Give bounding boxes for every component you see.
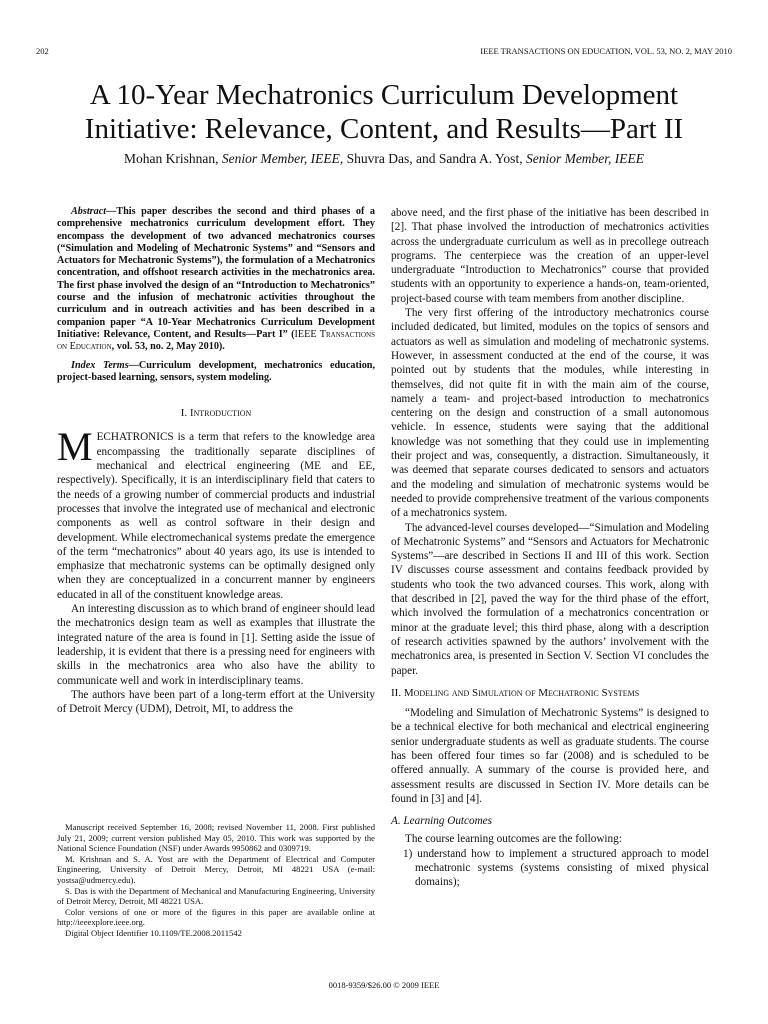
footnote-color: Color versions of one or more of the figures in this paper are available online at http://ieeexplore.ieee.org.: [57, 906, 375, 928]
index-terms: [57, 360, 375, 385]
copyright-footer: 0018-9359/$26.00 © 2009 IEEE: [328, 980, 440, 990]
drop-cap: M: [57, 424, 93, 470]
index-terms-text: Curriculum development, mechatronics education, project-based learning, sensors, system modeling.: [57, 359, 375, 383]
left-column: [57, 206, 375, 716]
title-line-2: Initiative: Relevance, Content, and Results—Part II: [84, 113, 684, 145]
footnotes: [57, 822, 375, 939]
subsection-heading-learning-outcomes: A. Learning Outcomes: [391, 815, 492, 828]
author-affiliation: Senior Member, IEEE: [221, 151, 340, 166]
author-name: Sandra A. Yost: [438, 151, 520, 166]
footnote-affiliation-2: S. Das is with the Department of Mechanical and Manufacturing Engineering, University of Detroit Mercy, Detroit, MI 48221 USA.: [57, 885, 375, 907]
intro-paragraph-1: [57, 424, 375, 602]
list-item: 1) understand how to implement a structured approach to model mechatronic systems (systems consisting of mixed physical domains);: [403, 847, 709, 889]
abstract-text: This paper describes the second and third phases of a comprehensive mechatronics curriculum development effort. They encompass the development of two advanced mechatronics courses (“Simulation and Modeling of Mechatronic Systems” and “Sensors and Actuators for Mechatronic Systems”), the formulation of a Mechatronics concentration, and offshoot research activities in the mechatronics area. The first phase involved the design of an “Introduction to Mechatronics” course and the infusion of mechatronic activities throughout the curriculum and in outreach activities and has been described in a companion paper “A 10-Year Mechatronics Curriculum Development Initiative: Relevance, Content, and Results—Part I” (: [57, 206, 375, 340]
author-list: [20, 151, 748, 167]
footnote-doi: Digital Object Identifier 10.1109/TE.2008.2011542: [65, 927, 242, 938]
journal-header: IEEE TRANSACTIONS ON EDUCATION, VOL. 53, NO. 2, MAY 2010: [480, 46, 732, 56]
intro-paragraph-3: The authors have been part of a long-term effort at the University of Detroit Mercy (UDM), Detroit, MI, to address the: [57, 688, 375, 716]
right-paragraph-3: The advanced-level courses developed—“Simulation and Modeling of Mechatronic Systems” and “Sensors and Actuators for Mechatronic Systems”—are described in Sections II and III of this work. Section IV discusses course assessment and contains feedback provided by students who took the two advanced courses. This work, along with that described in [2], paved the way for the third phase of the effort, which involved the formulation of a mechatronics concentration or minor at the graduate level; this third phase, along with a description of research activities spawned by the authors’ involvement with the mechatronics area, is presented in Section V. Section VI concludes the paper.: [391, 521, 709, 677]
separator: ,: [519, 151, 526, 166]
section2-paragraph: “Modeling and Simulation of Mechatronic Systems” is designed to be a technical elective for both mechanical and electrical engineering senior undergraduate students as well as graduate students. The course has been offered four times so far (2008) and is scheduled to be offered annually. A summary of the course is provided here, and assessment results are discussed in Section IV. More details can be found in [3] and [4].: [391, 707, 709, 805]
paper-title: [20, 78, 748, 146]
section-heading-introduction: I. Introduction: [180, 407, 252, 420]
index-terms-label: Index Terms—: [71, 359, 139, 371]
separator: , and: [409, 151, 439, 166]
right-paragraph-1: above need, and the first phase of the initiative has been described in [2]. That phase involved the introduction of mechatronics activities across the undergraduate curriculum as well as in precollege outreach programs. The centerpiece was the creation of an upper-level undergraduate “Introduction to Mechatronics” course that provided students with an opportunity to experience a hands-on, team-oriented, project-based course with team members from another discipline.: [391, 207, 709, 305]
author-affiliation: Senior Member, IEEE: [525, 151, 645, 166]
author-name: Shuvra Das: [346, 151, 410, 166]
separator: ,: [339, 151, 347, 166]
section-heading-modeling: II. Modeling and Simulation of Mechatronic Systems: [391, 686, 640, 699]
right-column: [391, 206, 709, 890]
learning-outcomes-intro: The course learning outcomes are the following:: [405, 833, 622, 846]
author-name: Mohan Krishnan: [123, 151, 216, 166]
right-paragraph-2: The very first offering of the introductory mechatronics course included dedicated, but limited, modules on the topics of sensors and actuators as well as simulation and modeling of mechatronic systems. However, in assessment conducted at the end of the course, it was pointed out by students that the modules, while interesting in themselves, did not quite fit in with the main aim of the course, namely a team- and project-based introduction to mechatronics centering on the design and construction of a small autonomous vehicle. In essence, students were saying that the additional knowledge was not something that they could use in implementing their project and was, consequently, a distraction. Simultaneously, it was deemed that separate courses dedicated to sensors and actuators and the modeling and simulation of mechatronic systems would be needed to provide comprehensive treatment of the various components of a mechatronics system.: [391, 307, 709, 520]
abstract-label: Abstract—: [71, 206, 117, 217]
intro-p1-text: ECHATRONICS is a term that refers to the knowledge area encompassing the traditionally separate disciplines of mechanical and electrical engineering (ME and EE, respectively). Specifically, it is an interdisciplinary field that caters to the needs of a growing number of commercial products and industrial processes that involve the integrated use of mechanical and electronic components as well as control software in their design and development. While electromechanical systems predate the emergence of the term “mechatronics” about 40 years ago, its use is intended to emphasize that mechatronic systems can be optimally designed only when they are conceptualized in a concurrent manner by engineers educated in all of the constituent knowledge areas.: [57, 431, 375, 601]
intro-paragraph-2: An interesting discussion as to which brand of engineer should lead the mechatronics design team as well as examples that illustrate the integrated nature of the area is found in [1]. Setting aside the issue of leadership, it is evident that there is a pressing need for engineers with skills in the mechatronics area who also have the ability to communicate well and work in interdisciplinary teams.: [57, 603, 375, 687]
abstract: [57, 206, 375, 354]
separator: ,: [215, 151, 222, 166]
page-number: 202: [36, 46, 49, 56]
abstract-end: , vol. 53, no. 2, May 2010).: [111, 341, 225, 353]
footnote-affiliation-1: M. Krishnan and S. A. Yost are with the Department of Electrical and Computer Engineering, University of Detroit Mercy, Detroit, MI 48221 USA (e-mail: yostsa@udmercy.edu).: [57, 853, 375, 885]
abstract-journal: IEEE Transactions on Education: [57, 328, 376, 353]
running-header: [36, 46, 732, 56]
title-line-1: A 10-Year Mechatronics Curriculum Development: [89, 79, 679, 111]
footnote-manuscript: Manuscript received September 16, 2008; revised November 11, 2008. First published July 21, 2009; current version published May 05, 2010. This work was supported by the National Science Foundation (NSF) under Awards 9950862 and 0309719.: [57, 822, 375, 854]
